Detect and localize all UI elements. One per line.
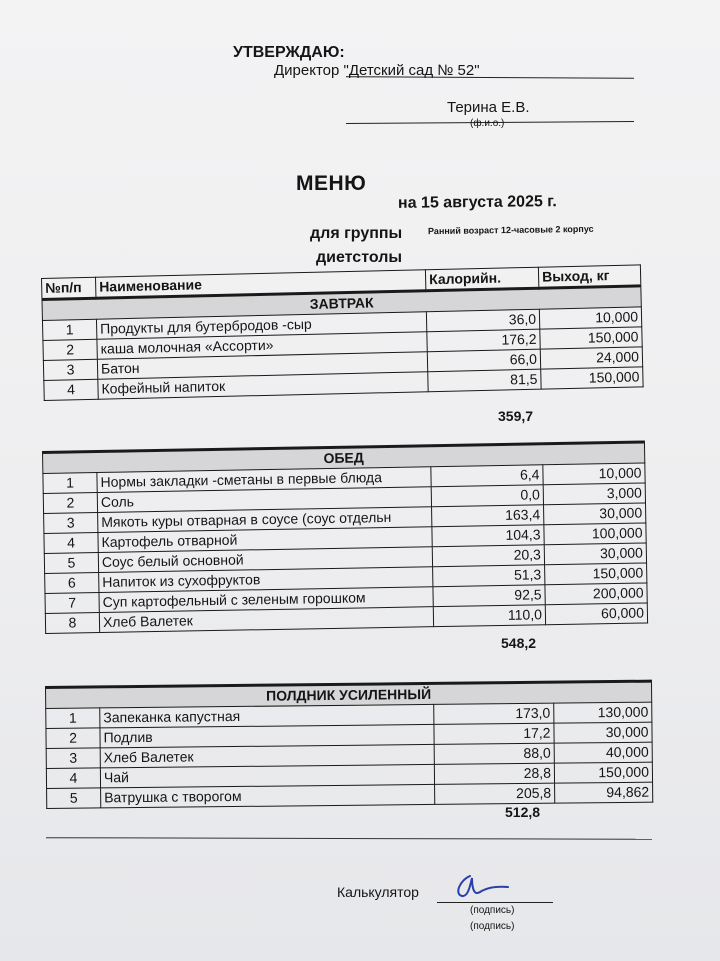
row-kcal: 28,8	[434, 763, 554, 784]
row-kcal: 66,0	[427, 349, 540, 372]
row-yield: 130,000	[554, 702, 652, 723]
snack-table	[45, 680, 653, 809]
section-title: ПОЛДНИК УСИЛЕННЫЙ	[46, 681, 652, 708]
snack-total: 512,8	[505, 804, 541, 820]
row-num: 5	[44, 553, 98, 574]
row-num: 1	[43, 473, 97, 494]
row-name: каша молочная «Ассорти»	[97, 332, 427, 359]
row-num: 2	[43, 493, 97, 514]
row-kcal: 6,4	[431, 465, 543, 487]
row-num: 3	[46, 748, 100, 769]
row-yield: 60,000	[545, 603, 647, 625]
lunch-table	[42, 440, 648, 633]
row-kcal: 176,2	[427, 329, 540, 352]
section-title: ЗАВТРАК	[42, 286, 641, 321]
lunch-total: 548,2	[501, 635, 537, 651]
divider	[46, 837, 652, 840]
row-num: 1	[42, 319, 96, 340]
row-kcal: 36,0	[426, 309, 539, 332]
row-name: Суп картофельный с зеленым горошком	[99, 587, 433, 613]
calculator-label: Калькулятор	[337, 884, 419, 900]
row-name: Хлеб Валетек	[100, 744, 434, 767]
row-num: 4	[44, 379, 98, 400]
row-kcal: 110,0	[433, 605, 545, 627]
row-num: 3	[43, 359, 97, 380]
row-name: Подлив	[100, 724, 434, 747]
row-num: 3	[44, 513, 98, 534]
row-kcal: 17,2	[434, 723, 554, 744]
section-title: ОБЕД	[43, 442, 645, 474]
fio-hint: (ф.и.о.)	[470, 118, 505, 129]
row-kcal: 104,3	[432, 525, 544, 547]
row-name: Мякоть куры отварная в соусе (соус отдельн	[98, 507, 432, 533]
row-yield: 150,000	[540, 327, 642, 349]
header-name: Наименование	[95, 270, 425, 298]
row-yield: 24,000	[540, 347, 642, 369]
row-yield: 30,000	[554, 722, 652, 743]
row-num: 1	[46, 708, 100, 729]
row-name: Соус белый основной	[98, 547, 432, 573]
row-yield: 30,000	[544, 503, 646, 525]
row-yield: 150,000	[554, 762, 652, 783]
row-yield: 200,000	[545, 583, 647, 605]
row-num: 2	[43, 339, 97, 360]
menu-title: МЕНЮ	[296, 172, 367, 195]
row-name: Батон	[97, 352, 427, 379]
group-detail: Ранний возраст 12-часовые 2 корпус	[427, 223, 594, 237]
row-yield: 30,000	[544, 543, 646, 565]
row-name: Картофель отварной	[98, 527, 432, 553]
header-kcal: Калорийн.	[425, 267, 538, 291]
row-kcal: 205,8	[435, 783, 555, 804]
row-yield: 40,000	[554, 742, 652, 763]
row-yield: 150,000	[545, 563, 647, 585]
row-yield: 10,000	[539, 307, 641, 329]
handwritten-signature	[450, 866, 520, 902]
row-name: Чай	[100, 764, 434, 787]
breakfast-total: 359,7	[498, 408, 534, 424]
row-num: 4	[44, 533, 98, 554]
row-num: 7	[45, 593, 99, 614]
row-name: Напиток из сухофруктов	[99, 567, 433, 593]
row-kcal: 163,4	[432, 505, 544, 527]
menu-date: на 15 августа 2025 г.	[397, 193, 557, 212]
row-yield: 3,000	[543, 483, 645, 505]
breakfast-table	[41, 264, 644, 401]
row-name: Ватрушка с творогом	[101, 784, 435, 807]
row-name: Хлеб Валетек	[99, 607, 433, 633]
row-name: Нормы закладки -сметаны в первые блюда	[97, 467, 431, 493]
row-yield: 100,000	[544, 523, 646, 545]
row-name: Продукты для бутербродов -сыр	[96, 312, 426, 339]
row-kcal: 0,0	[431, 485, 543, 507]
row-name: Кофейный напиток	[98, 372, 428, 399]
row-kcal: 81,5	[428, 369, 541, 392]
row-num: 4	[46, 768, 100, 789]
row-kcal: 88,0	[434, 743, 554, 764]
row-yield: 94,862	[555, 782, 653, 803]
group-label: для группы	[310, 225, 403, 242]
row-num: 6	[45, 573, 99, 594]
row-name: Запеканка капустная	[100, 704, 434, 727]
row-num: 2	[46, 728, 100, 749]
row-num: 5	[47, 788, 101, 809]
row-name: Соль	[97, 487, 431, 513]
director-name: Терина Е.В.	[447, 99, 530, 116]
signature-hint: (подпись)	[470, 905, 515, 916]
row-kcal: 173,0	[434, 703, 554, 724]
row-yield: 150,000	[541, 367, 643, 389]
row-kcal: 51,3	[433, 565, 545, 587]
row-yield: 10,000	[543, 463, 645, 485]
approve-heading: УТВЕРЖДАЮ:	[233, 44, 345, 61]
row-kcal: 20,3	[432, 545, 544, 567]
header-num: №п/п	[42, 277, 96, 299]
row-kcal: 92,5	[433, 585, 545, 607]
row-num: 8	[45, 613, 99, 634]
header-yield: Выход, кг	[538, 265, 640, 288]
signature-line	[437, 902, 553, 903]
signature-hint: (подпись)	[470, 921, 515, 932]
diet-label: диетстолы	[316, 249, 403, 266]
director-title: Директор "Детский сад № 52"	[274, 62, 480, 79]
